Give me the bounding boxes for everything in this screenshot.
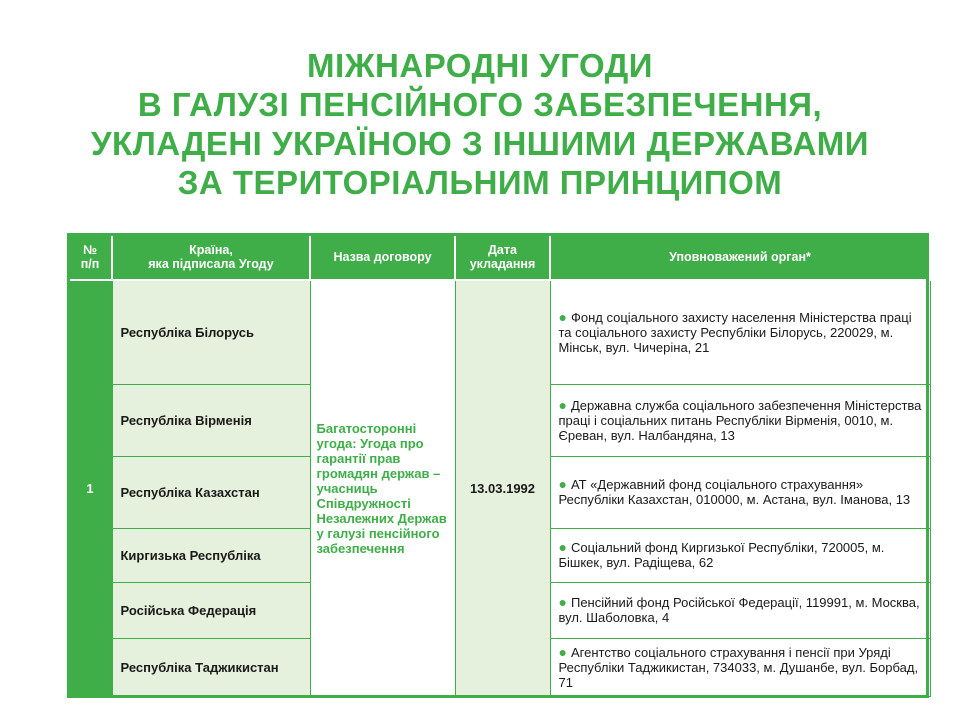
country-cell: Республіка Білорусь — [112, 280, 310, 384]
org-cell — [550, 384, 930, 456]
org-cell — [550, 280, 930, 384]
bullet-icon: ● — [558, 539, 567, 555]
page-title — [0, 46, 960, 202]
header-country — [112, 234, 310, 280]
bullet-icon: ● — [558, 308, 567, 325]
country-cell: Республіка Казахстан — [112, 456, 310, 528]
date-cell: 13.03.1992 — [455, 280, 550, 696]
header-country-line1: Країна, — [189, 243, 233, 257]
header-num-line1: № — [83, 243, 97, 257]
table-row — [68, 280, 930, 384]
org-text: Пенсійний фонд Російської Федерації, 119991, м. Москва, вул. Шаболовка, 4 — [558, 595, 920, 625]
org-cell — [550, 456, 930, 528]
org-cell — [550, 638, 930, 696]
header-org: Уповноважений орган* — [550, 234, 930, 280]
table-header-row — [68, 234, 930, 280]
org-text: Державна служба соціального забезпечення Міністерства праці і соціальних питань Республіки Вірменія, 0010, м. Єреван, вул. Налбандяна, 13 — [558, 397, 922, 443]
agreements-table — [67, 233, 931, 697]
org-text: Фонд соціального захисту населення Міністерства праці та соціального захисту Республіки Білорусь, 220029, м. Мінськ, вул. Чичеріна, 21 — [558, 309, 912, 355]
header-date-line2: укладання — [469, 257, 536, 271]
header-treaty: Назва договору — [310, 234, 455, 280]
title-line-3: УКЛАДЕНІ УКРАЇНОЮ З ІНШИМИ ДЕРЖАВАМИ — [90, 125, 870, 162]
org-text: АТ «Державний фонд соціального страхування» Республіки Казахстан, 010000, м. Астана, вул. Іманова, 13 — [558, 477, 911, 507]
header-num-line2: п/п — [80, 257, 100, 271]
header-num — [68, 234, 112, 280]
title-line-2: В ГАЛУЗІ ПЕНСІЙНОГО ЗАБЕЗПЕЧЕННЯ, — [137, 86, 823, 123]
country-cell: Республіка Таджикистан — [112, 638, 310, 696]
org-text: Соціальний фонд Киргизької Республіки, 720005, м. Бішкек, вул. Радіщева, 62 — [558, 540, 885, 570]
bullet-icon: ● — [558, 594, 567, 610]
row-number: 1 — [68, 280, 112, 696]
org-cell — [550, 582, 930, 638]
treaty-name: Багатосторонні угода: Угода про гарантії прав громадян держав – учасниць Співдружності Незалежних Держав у галузі пенсійного забезпечення — [316, 420, 447, 556]
country-cell: Російська Федерація — [112, 582, 310, 638]
header-date-line1: Дата — [488, 243, 517, 257]
title-line-1: МІЖНАРОДНІ УГОДИ — [307, 47, 653, 84]
header-country-line2: яка підписала Угоду — [148, 257, 274, 271]
treaty-name-cell — [310, 280, 455, 696]
org-text: Агентство соціального страхування і пенсії при Уряді Республіки Таджикистан, 734033, м. Душанбе, вул. Борбад, 71 — [558, 644, 919, 690]
country-cell: Киргизька Республіка — [112, 528, 310, 582]
bullet-icon: ● — [558, 396, 567, 413]
country-cell: Республіка Вірменія — [112, 384, 310, 456]
bullet-icon: ● — [558, 476, 567, 492]
header-date — [455, 234, 550, 280]
title-line-4: ЗА ТЕРИТОРІАЛЬНИМ ПРИНЦИПОМ — [177, 164, 783, 201]
org-cell — [550, 528, 930, 582]
bullet-icon: ● — [558, 643, 567, 660]
